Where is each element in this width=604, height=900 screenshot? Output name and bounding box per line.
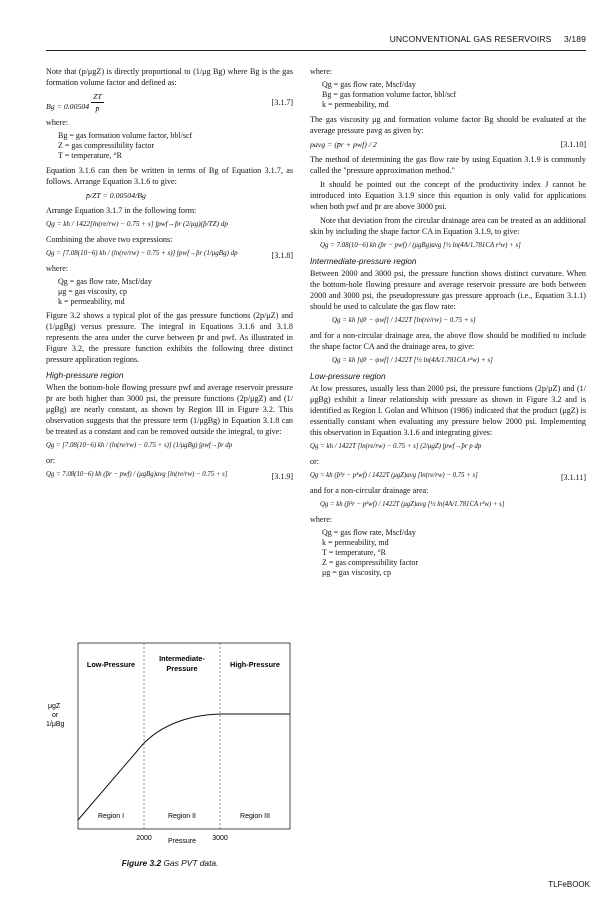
definition-item: μg = gas viscosity, cp: [58, 286, 127, 296]
region-label-low: Low-Pressure: [86, 660, 136, 669]
paragraph: Figure 3.2 shows a typical plot of the gas pressure functions (2p/μZ) and (1/μgBg) versus pressure. The integral in Equations 3.1.6 and 3.1.8 represents the area under the curve between p̄r and pwf. As illustrated in Figure 3.2, the pressure function exhibits the following three distinct pressure application regions.: [46, 311, 293, 365]
paragraph: Note that (p/μgZ) is directly proportional to (1/μg Bg) where Bg is the gas formation volume factor and defined as:: [46, 67, 293, 87]
paragraph: Arrange Equation 3.1.7 in the following form:: [46, 205, 197, 215]
y-axis-label-3: 1/μBg: [46, 721, 65, 728]
definition-list: [310, 80, 586, 111]
paragraph: Between 2000 and 3000 psi, the pressure function shows distinct curvature. When the bottom-hole flowing pressure and average reservoir pressure are both between 2000 and 3000 psi, the pseudopressure gas pressure approach (i.e., Equation 3.1.1) should be used to calculate the gas flow rate:: [310, 268, 586, 311]
definition-list: [46, 277, 293, 308]
equation: Qg = 7.08(10−6) kh (p̄r − pwf) / (μgBg)avg [½ ln(4A/1.781CA r²w) + s]: [320, 241, 521, 249]
equation: Qg = kh (p̄²r − p²wf) / 1422T (μgZ)avg [½ ln(4A/1.781CA r²w) + s]: [320, 500, 505, 508]
equation-fraction: [91, 91, 104, 114]
region-label-intermediate: Intermediate-: [159, 654, 205, 663]
y-axis-label-2: or: [52, 712, 59, 719]
running-title: UNCONVENTIONAL GAS RESERVOIRS: [389, 34, 552, 44]
equation-number: [3.1.9]: [271, 472, 293, 482]
region-i-label: Region I: [97, 813, 125, 820]
running-header: [46, 34, 586, 51]
paragraph: At low pressures, usually less than 2000 psi, the pressure functions (2p/μZ) and (1/μgBg) exhibit a linear relationship with pressure as shown in Figure 3.2 and is identified as Region I. Golan and Whitson (1986) indicated that the product (μgZ) is essentially constant when evaluating any pressure below 2000 psi. Implementing this observation in Equation 3.1.6 and integrating gives:: [310, 383, 586, 437]
equation: p̄/ZT = 0.00504/Bg: [86, 190, 146, 200]
definition-list: [46, 131, 293, 162]
where-label: where:: [46, 118, 69, 127]
or-label: or:: [46, 456, 56, 466]
figure-caption: [46, 858, 294, 868]
definition-item: k = permeability, md: [322, 537, 389, 547]
definition-item: Z = gas compressibility factor: [322, 558, 419, 568]
where-label: where:: [46, 263, 69, 273]
equation-3-1-9: [46, 469, 293, 480]
region-label-high: High-Pressure: [230, 660, 280, 669]
fraction-denominator: p̄: [95, 104, 100, 113]
figure-3-2: [46, 635, 294, 875]
paragraph: It should be pointed out the concept of the productivity index J cannot be introduced into Equation 3.1.9 since this equation is only valid for applications when both pwf and p̄r are above 3000 psi.: [310, 179, 586, 211]
caption-label: Figure 3.2: [121, 858, 162, 868]
page-number: 3/189: [563, 34, 586, 44]
equation-body: Qg = [7.08(10−6) kh / (ln(re/rw) − 0.75 + s)] ∫pwf→p̄r (1/μgBg) dp: [46, 248, 238, 257]
x-axis-label: Pressure: [167, 838, 197, 845]
left-column: [46, 66, 293, 484]
definition-item: Bg = gas formation volume factor, bbl/scf: [322, 90, 457, 100]
definition-item: Z = gas compressibility factor: [58, 141, 155, 151]
paragraph: and for a non-circular drainage area, the above flow should be modified to include the shape factor CA and the drainage area, to give:: [310, 330, 586, 351]
definition-item: Qg = gas flow rate, Mscf/day: [58, 276, 152, 286]
paragraph: The method of determining the gas flow rate by using Equation 3.1.9 is commonly called the "pressure approximation method.": [310, 154, 586, 175]
figure-plot: [46, 635, 294, 857]
equation-3-1-11: [310, 470, 586, 481]
fraction-numerator: ZT: [93, 92, 102, 101]
definition-item: Qg = gas flow rate, Mscf/day: [322, 80, 416, 89]
equation-body: Qg = 7.08(10−6) kh (p̄r − pwf) / (μgBg)avg [ln(re/rw) − 0.75 + s]: [46, 471, 228, 479]
section-heading-intermediate-pressure: Intermediate-pressure region: [310, 255, 417, 266]
paragraph: Note that deviation from the circular drainage area can be treated as an additional skin by including the shape factor CA in Equation 3.1.9, to give:: [310, 215, 586, 236]
equation-body: Qg = kh (p̄²r − p²wf) / 1422T (μgZ)avg [ln(re/rw) − 0.75 + s]: [310, 471, 478, 479]
equation-number: [3.1.11]: [560, 472, 586, 482]
or-label: or:: [310, 456, 320, 466]
equation: Qg = [7.08(10−6) kh / (ln(re/rw) − 0.75 + s)] (1/μgBg) ∫pwf→p̄r dp: [46, 442, 233, 450]
x-tick-2000: 2000: [136, 835, 152, 842]
equation: Qg = kh / 1422[ln(re/rw) − 0.75 + s] ∫pwf→p̄r (2/μg)(p̄/TZ) dp: [46, 219, 228, 228]
region-label-intermediate-2: Pressure: [166, 664, 198, 673]
equation-lhs: Bg = 0.00504: [46, 102, 90, 112]
equation-number: [3.1.8]: [271, 250, 293, 260]
paragraph: Combining the above two expressions:: [46, 234, 173, 244]
region-ii-label: Region II: [167, 813, 197, 820]
where-label: where:: [310, 67, 333, 76]
equation: Qg = kh [ψ̄r − ψwf] / 1422T [ln(re/rw) − 0.75 + s]: [332, 315, 476, 324]
paragraph: and for a non-circular drainage area:: [310, 485, 429, 495]
right-column: [310, 66, 586, 582]
y-axis-label-1: μgZ: [48, 703, 61, 710]
footer-watermark: TLFeBOOK: [548, 880, 590, 889]
definition-item: μg = gas viscosity, cp: [322, 568, 391, 578]
equation-number: [3.1.7]: [271, 98, 293, 107]
paragraph: When the bottom-hole flowing pressure pwf and average reservoir pressure p̄r are both higher than 3000 psi, the pressure functions (2p/μgZ) and (1/μgBg) are nearly constant, as shown by Region III in Figure 3.2. This observation suggests that the pressure term (1/μgBg) in Equation 3.1.8 can be treated as a constant and can be removed outside the integral, to give:: [46, 383, 293, 437]
pressure-function-curve: [78, 714, 290, 820]
definition-item: Bg = gas formation volume factor, bbl/scf: [58, 131, 193, 140]
x-tick-3000: 3000: [212, 835, 228, 842]
equation: Qg = kh / 1422T [ln(re/rw) − 0.75 + s] (2/μgZ) ∫pwf→p̄r p dp: [310, 442, 482, 450]
definition-item: k = permeability, md: [58, 297, 125, 307]
equation: Qg = kh [ψ̄r − ψwf] / 1422T [½ ln(4A/1.781CA r²w) + s]: [332, 355, 493, 364]
equation-3-1-8: [46, 248, 293, 259]
equation-3-1-7: [46, 91, 293, 113]
definition-item: Qg = gas flow rate, Mscf/day: [322, 527, 416, 537]
where-label: where:: [310, 514, 333, 524]
definition-item: T = temperature, °R: [322, 548, 386, 558]
definition-item: k = permeability, md: [322, 100, 389, 110]
equation-3-1-10: [310, 139, 586, 150]
definition-item: T = temperature, °R: [58, 151, 122, 161]
equation-number: [3.1.10]: [560, 139, 586, 149]
region-iii-label: Region III: [240, 813, 270, 820]
caption-text: Gas PVT data.: [163, 858, 219, 868]
section-heading-low-pressure: Low-pressure region: [310, 370, 386, 381]
section-heading-high-pressure: High-pressure region: [46, 370, 124, 381]
paragraph: Equation 3.1.6 can then be written in terms of Bg of Equation 3.1.7, as follows. Arrange Equation 3.1.6 to give:: [46, 165, 293, 186]
equation-body: pavg = (p̄r + pwf) / 2: [310, 139, 377, 149]
definition-list: [310, 528, 586, 579]
paragraph: The gas viscosity μg and formation volume factor Bg should be evaluated at the average pressure pavg as given by:: [310, 114, 586, 135]
